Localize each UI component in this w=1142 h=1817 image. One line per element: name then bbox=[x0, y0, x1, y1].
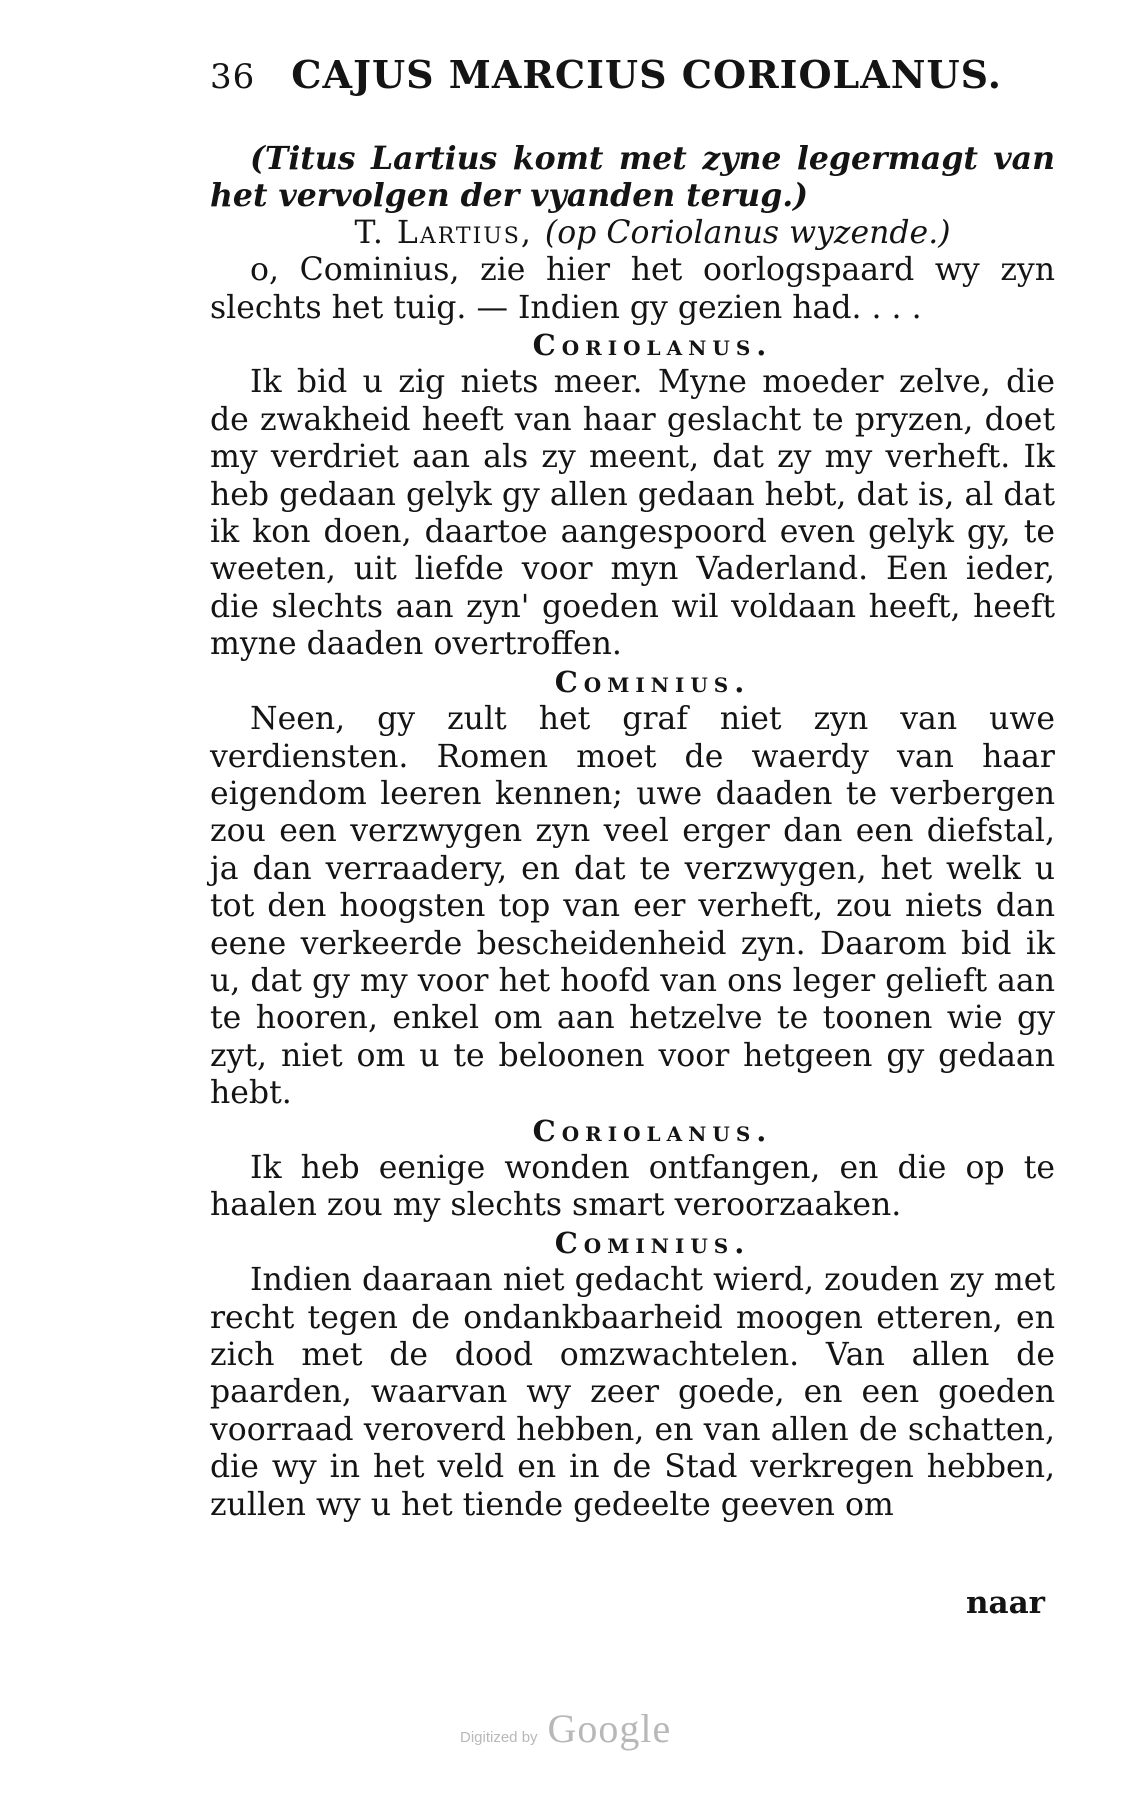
body-text bbox=[210, 140, 1055, 1524]
speaker-heading-inline bbox=[210, 215, 1055, 252]
speech-paragraph: Neen, gy zult het graf niet zyn van uwe verdiensten. Romen moet de waerdy van haar eigendom leeren kennen; uwe daaden te verbergen zou een verzwygen zyn veel erger dan een diefstal, ja dan verraadery, en dat te verzwygen, het welk u tot den hoogsten top van eer verheft, zou niets dan eene verkeerde bescheidenheid zyn. Daarom bid ik u, dat gy my voor het hoofd van ons leger gelieft aan te hooren, enkel om aan hetzelve te toonen wie gy zyt, niet om u te beloonen voor hetgeen gy gedaan hebt. bbox=[210, 701, 1055, 1112]
watermark-prefix: Digitized by bbox=[460, 1729, 538, 1746]
speaker-heading: Cominius. bbox=[554, 1225, 751, 1260]
speech-paragraph: Indien daaraan niet gedacht wierd, zouden zy met recht tegen de ondankbaarheid moogen etteren, en zich met de dood omzwachtelen. Van allen de paarden, waarvan wy zeer goede, en een goeden voorraad veroverd hebben, en van allen de schatten, die wy in het veld en in de Stad verkregen hebben, zullen wy u het tiende gedeelte geeven om bbox=[210, 1262, 1055, 1523]
speaker-name: T. Lartius, bbox=[354, 214, 533, 251]
speech-paragraph: Ik bid u zig niets meer. Myne moeder zelve, die de zwakheid heeft van haar geslacht te pryzen, doet my verdriet aan als zy meent, dat zy my verheft. Ik heb gedaan gelyk gy allen gedaan hebt, dat is, al dat ik kon doen, daartoe aangespoord even gelyk gy, te weeten, uit liefde voor myn Vaderland. Een ieder, die slechts aan zyn' goeden wil voldaan heeft, heeft myne daaden overtroffen. bbox=[210, 364, 1055, 663]
running-title: CAJUS MARCIUS CORIOLANUS. bbox=[291, 52, 1002, 97]
digitization-watermark bbox=[460, 1705, 671, 1752]
stage-direction-inline: (op Coriolanus wyzende.) bbox=[544, 214, 951, 251]
speech-paragraph: o, Cominius, zie hier het oorlogspaard wy zyn slechts het tuig. — Indien gy gezien had. . . . bbox=[210, 252, 1055, 326]
page-number: 36 bbox=[210, 57, 256, 97]
stage-direction: (Titus Lartius komt met zyne legermagt van het vervolgen der vyanden terug.) bbox=[210, 140, 1055, 215]
catchword: naar bbox=[965, 1585, 1045, 1621]
speaker-heading: Cominius. bbox=[554, 664, 751, 699]
speaker-heading: Coriolanus. bbox=[532, 1113, 773, 1148]
watermark-logo: Google bbox=[547, 1706, 672, 1751]
speech-paragraph: Ik heb eenige wonden ontfangen, en die op te haalen zou my slechts smart veroorzaaken. bbox=[210, 1149, 1055, 1224]
speaker-heading: Coriolanus. bbox=[532, 328, 773, 363]
running-header bbox=[210, 52, 1002, 97]
